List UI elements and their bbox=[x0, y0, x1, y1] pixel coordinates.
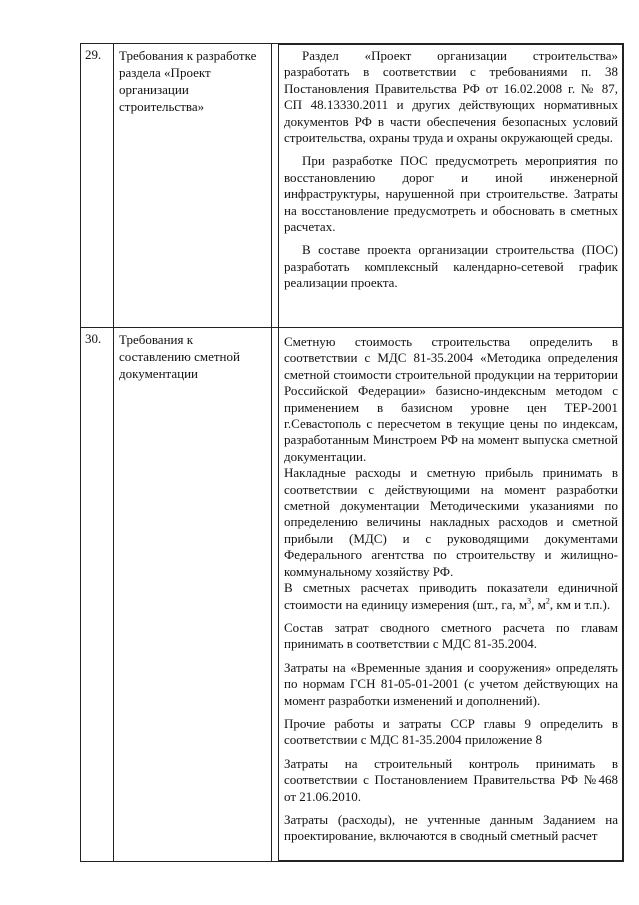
table-row bbox=[81, 44, 624, 328]
units-paragraph bbox=[279, 580, 622, 613]
paragraph: Накладные расходы и сметную прибыль принимать в соответствии с действующими на момент разработки сметной документации Методическими указаниями по определению величины накладных расходов и сметной прибыли (МДС) и с руководящими документами Федерального агентства по строительству и жилищно-коммунальному хозяйству РФ. bbox=[284, 465, 618, 579]
units-sup-cubic: 3 bbox=[527, 596, 532, 606]
paragraph: Раздел «Проект организации строительства» разработать в соответствии с требованиями п. 38 Постановления Правительства РФ от 16.02.2008 г. № 87, СП 48.13330.2011 и других действующих нормативных документов РФ в части обеспечения безопасных условий строительства, охраны труда и охраны окружающей среды. bbox=[284, 48, 618, 146]
requirement-title: Требования к разработке раздела «Проект организации строительства» bbox=[114, 44, 272, 328]
units-text-middle: , м bbox=[531, 596, 546, 612]
paragraph: Сметную стоимость строительства определить в соответствии с МДС 81-35.2004 «Методика определения сметной стоимости строительной продукции на территории Российской Федерации» базисно-индексным методом с применением в базисном уровне цен ТЕР-2001 г.Севастополь с пересчетом в текущие цены по индексам, разработанным Минстроем РФ на момент выпуска сметной документации. bbox=[284, 334, 618, 464]
paragraph: Состав затрат сводного сметного расчета по главам принимать в соответствии с МДС 81-35.2004. bbox=[284, 619, 618, 652]
units-text-after: , км и т.п.). bbox=[549, 596, 611, 612]
row-number: 30. bbox=[81, 328, 114, 862]
paragraph: Затраты на строительный контроль принимать в соответствии с Постановлением Правительства РФ №468 от 21.06.2010. bbox=[284, 755, 618, 804]
requirement-text-cell bbox=[272, 328, 624, 862]
requirements-table bbox=[80, 43, 624, 862]
units-text-before: В сметных расчетах приводить показатели единичной стоимости на единицу измерения (шт., га, м bbox=[284, 580, 618, 612]
paragraph: В составе проекта организации строительства (ПОС) разработать комплексный календарно-сетевой график реализации проекта. bbox=[284, 242, 618, 291]
units-sup-square: 2 bbox=[545, 596, 550, 606]
paragraph: Затраты на «Временные здания и сооружения» определять по нормам ГСН 81-05-01-2001 (с учетом действующих на момент разработки изменений и дополнений). bbox=[284, 659, 618, 708]
paragraph: При разработке ПОС предусмотреть мероприятия по восстановлению дорог и иной инженерной инфраструктуры, нарушенной при строительстве. Затраты на восстановление предусмотреть и обосновать в сметных расчетах. bbox=[284, 153, 618, 235]
paragraph: Затраты (расходы), не учтенные данным Заданием на проектирование, включаются в сводный сметный расчет bbox=[284, 811, 618, 844]
table-row bbox=[81, 328, 624, 862]
row-number: 29. bbox=[81, 44, 114, 328]
requirement-text-cell bbox=[272, 44, 624, 328]
requirement-title: Требования к составлению сметной документации bbox=[114, 328, 272, 862]
paragraph: Прочие работы и затраты ССР главы 9 определить в соответствии с МДС 81-35.2004 приложение 8 bbox=[284, 715, 618, 748]
